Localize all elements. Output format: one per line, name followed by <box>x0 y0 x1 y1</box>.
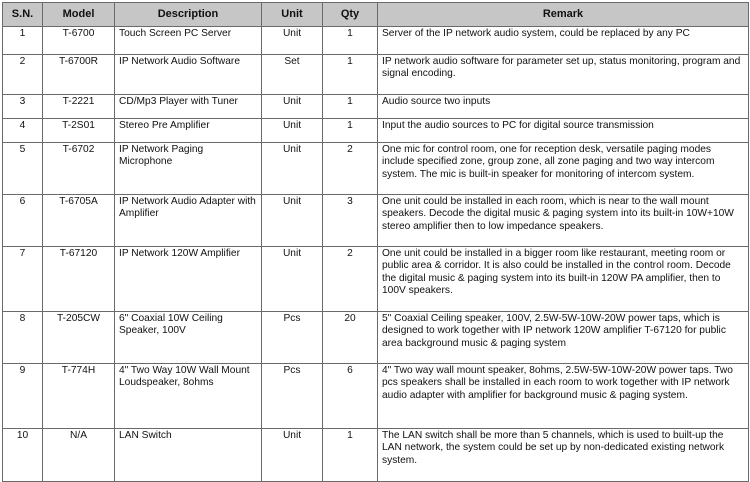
cell-qty: 3 <box>323 195 378 247</box>
header-remark: Remark <box>378 3 749 27</box>
cell-unit: Unit <box>262 247 323 312</box>
table-row <box>3 195 749 247</box>
cell-qty: 2 <box>323 143 378 195</box>
cell-sn: 3 <box>3 95 43 119</box>
cell-qty: 1 <box>323 429 378 482</box>
cell-model: T-6700R <box>43 55 115 95</box>
cell-qty: 1 <box>323 95 378 119</box>
cell-unit: Unit <box>262 143 323 195</box>
cell-unit: Pcs <box>262 364 323 429</box>
header-qty: Qty <box>323 3 378 27</box>
cell-remark: One unit could be installed in each room, which is near to the wall mount speakers. Decode the digital music & paging system into its built-in 10W+10W stereo amplifier then to low impedance speakers. <box>378 195 749 247</box>
cell-sn: 4 <box>3 119 43 143</box>
cell-sn: 8 <box>3 312 43 364</box>
cell-unit: Unit <box>262 95 323 119</box>
cell-description: Stereo Pre Amplifier <box>115 119 262 143</box>
table-row <box>3 119 749 143</box>
cell-remark: One mic for control room, one for reception desk, versatile paging modes include specified zone, group zone, all zone paging and two way intercom system. The mic is built-in speaker for monitoring of intercom system. <box>378 143 749 195</box>
cell-description: 6" Coaxial 10W Ceiling Speaker, 100V <box>115 312 262 364</box>
cell-model: T-205CW <box>43 312 115 364</box>
cell-description: LAN Switch <box>115 429 262 482</box>
cell-description: CD/Mp3 Player with Tuner <box>115 95 262 119</box>
cell-description: IP Network Audio Adapter with Amplifier <box>115 195 262 247</box>
cell-unit: Unit <box>262 195 323 247</box>
cell-model: T-6700 <box>43 27 115 55</box>
cell-unit: Unit <box>262 119 323 143</box>
cell-remark: The LAN switch shall be more than 5 channels, which is used to built-up the LAN network, the system could be set up by non-dedicated existing network system. <box>378 429 749 482</box>
cell-qty: 1 <box>323 119 378 143</box>
equipment-table <box>2 2 749 482</box>
header-sn: S.N. <box>3 3 43 27</box>
cell-remark: IP network audio software for parameter set up, status monitoring, program and signal encoding. <box>378 55 749 95</box>
cell-remark: 4" Two way wall mount speaker, 8ohms, 2.5W-5W-10W-20W power taps. Two pcs speakers shall be installed in each room to work together with IP network audio adapter with amplifier for background music & paging system. <box>378 364 749 429</box>
cell-model: N/A <box>43 429 115 482</box>
cell-sn: 9 <box>3 364 43 429</box>
table-row <box>3 95 749 119</box>
header-row <box>3 3 749 27</box>
cell-sn: 2 <box>3 55 43 95</box>
cell-sn: 5 <box>3 143 43 195</box>
cell-remark: Audio source two inputs <box>378 95 749 119</box>
cell-remark: Input the audio sources to PC for digital source transmission <box>378 119 749 143</box>
cell-description: Touch Screen PC Server <box>115 27 262 55</box>
cell-qty: 1 <box>323 27 378 55</box>
cell-sn: 10 <box>3 429 43 482</box>
cell-unit: Set <box>262 55 323 95</box>
cell-description: 4" Two Way 10W Wall Mount Loudspeaker, 8ohms <box>115 364 262 429</box>
cell-model: T-774H <box>43 364 115 429</box>
table-row <box>3 55 749 95</box>
cell-model: T-2221 <box>43 95 115 119</box>
cell-model: T-2S01 <box>43 119 115 143</box>
cell-description: IP Network Paging Microphone <box>115 143 262 195</box>
cell-model: T-6705A <box>43 195 115 247</box>
cell-model: T-67120 <box>43 247 115 312</box>
cell-qty: 1 <box>323 55 378 95</box>
header-unit: Unit <box>262 3 323 27</box>
cell-unit: Pcs <box>262 312 323 364</box>
cell-remark: One unit could be installed in a bigger room like restaurant, meeting room or public area & corridor. It is also could be installed in the control room. Decode the digital music & paging system into its built-in 120W PA amplifier, then to 100V speakers. <box>378 247 749 312</box>
cell-qty: 6 <box>323 364 378 429</box>
header-model: Model <box>43 3 115 27</box>
table-row <box>3 143 749 195</box>
cell-unit: Unit <box>262 429 323 482</box>
cell-model: T-6702 <box>43 143 115 195</box>
cell-remark: 5" Coaxial Ceiling speaker, 100V, 2.5W-5W-10W-20W power taps, which is designed to work together with IP network 120W amplifier T-67120 for public area background music & paging system <box>378 312 749 364</box>
cell-description: IP Network Audio Software <box>115 55 262 95</box>
cell-qty: 2 <box>323 247 378 312</box>
header-description: Description <box>115 3 262 27</box>
cell-sn: 7 <box>3 247 43 312</box>
table-row <box>3 312 749 364</box>
cell-sn: 6 <box>3 195 43 247</box>
table-row <box>3 429 749 482</box>
cell-sn: 1 <box>3 27 43 55</box>
table-row <box>3 364 749 429</box>
cell-unit: Unit <box>262 27 323 55</box>
cell-description: IP Network 120W Amplifier <box>115 247 262 312</box>
table-row <box>3 27 749 55</box>
table-row <box>3 247 749 312</box>
cell-qty: 20 <box>323 312 378 364</box>
cell-remark: Server of the IP network audio system, could be replaced by any PC <box>378 27 749 55</box>
